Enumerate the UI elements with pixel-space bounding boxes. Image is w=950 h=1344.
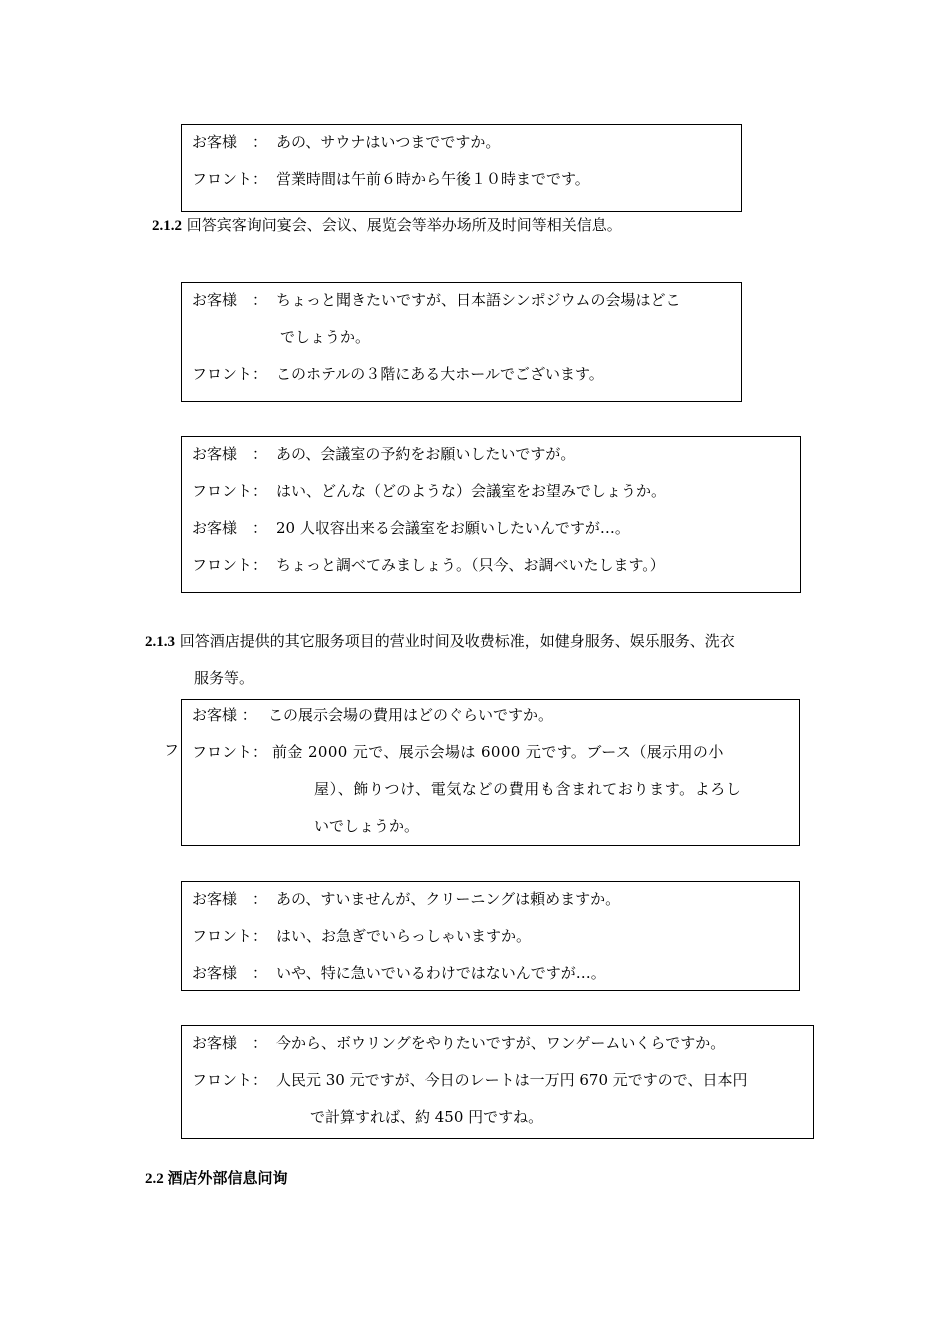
dialogue-line bbox=[192, 360, 741, 397]
speaker-label: お客様 ： bbox=[192, 706, 257, 724]
dialogue-line bbox=[192, 922, 799, 959]
dialogue-line bbox=[192, 738, 799, 775]
dialogue-text: 今から、ボウリングをやりたいですが、ワンゲームいくらですか。 bbox=[276, 1034, 726, 1052]
speaker-label: フロント： bbox=[192, 556, 268, 574]
section-title: 回答宾客询问宴会、会议、展览会等举办场所及时间等相关信息。 bbox=[186, 216, 622, 234]
dialogue-text: はい、お急ぎでいらっしゃいますか。 bbox=[276, 927, 532, 945]
dialogue-text: 人民元 30 元ですが、今日のレートは一万円 670 元ですので、日本円 bbox=[276, 1071, 748, 1089]
dialogue-text-continued: で計算すれば、約 450 円ですね。 bbox=[310, 1108, 544, 1126]
dialogue-text: ちょっと調べてみましょう。（只今、お調べいたします。） bbox=[276, 556, 665, 574]
dialogue-text: このホテルの３階にある大ホールでございます。 bbox=[276, 365, 604, 383]
dialogue-box-symposium bbox=[181, 282, 742, 402]
dialogue-line bbox=[192, 885, 799, 922]
dialogue-text-continued: でしょうか。 bbox=[280, 328, 371, 346]
stray-character: フ bbox=[164, 741, 180, 759]
section-title: 回答酒店提供的其它服务项目的营业时间及收费标准，如健身服务、娱乐服务、洗衣 bbox=[179, 632, 735, 650]
speaker-label: フロント： bbox=[192, 365, 268, 383]
speaker-label: フロント： bbox=[192, 927, 268, 945]
dialogue-line bbox=[192, 812, 799, 849]
dialogue-box-cleaning bbox=[181, 881, 800, 991]
section-title: 2.2 酒店外部信息问询 bbox=[145, 1171, 288, 1187]
dialogue-line bbox=[192, 323, 741, 360]
dialogue-text: この展示会場の費用はどのぐらいですか。 bbox=[268, 706, 554, 724]
dialogue-text: あの、会議室の予約をお願いしたいですが。 bbox=[276, 445, 576, 463]
dialogue-line bbox=[192, 1103, 813, 1140]
speaker-label: お客様 ： bbox=[192, 133, 268, 151]
dialogue-line bbox=[192, 165, 741, 202]
dialogue-text: いや、特に急いでいるわけではないんですが…。 bbox=[276, 964, 606, 982]
dialogue-line bbox=[192, 477, 800, 514]
section-title-continued: 服务等。 bbox=[194, 669, 255, 687]
dialogue-text: 営業時間は午前６時から午後１０時までです。 bbox=[276, 170, 590, 188]
dialogue-line bbox=[192, 286, 741, 323]
dialogue-box-meeting-room bbox=[181, 436, 801, 593]
dialogue-text-continued: いでしょうか。 bbox=[314, 817, 420, 835]
section-number: 2.1.3 bbox=[145, 634, 175, 650]
speaker-label: お客様 ： bbox=[192, 291, 268, 309]
dialogue-text: はい、どんな（どのような）会議室をお望みでしょうか。 bbox=[276, 482, 667, 500]
section-heading-continued bbox=[194, 665, 254, 691]
dialogue-line bbox=[192, 440, 800, 477]
dialogue-text: 前金 2000 元で、展示会場は 6000 元です。ブース（展示用の小 bbox=[272, 743, 724, 761]
section-number: 2.1.2 bbox=[152, 218, 182, 234]
dialogue-line bbox=[192, 1066, 813, 1103]
speaker-label: フロント： bbox=[192, 743, 268, 761]
dialogue-line bbox=[192, 959, 799, 996]
dialogue-text: あの、すいませんが、クリーニングは頼めますか。 bbox=[276, 890, 621, 908]
dialogue-line bbox=[192, 1029, 813, 1066]
section-heading-2-1-2 bbox=[152, 212, 622, 239]
speaker-label: お客様 ： bbox=[192, 519, 268, 537]
dialogue-text-continued: 屋）、飾りつけ、電気などの費用も含まれております。よろし bbox=[314, 780, 742, 798]
dialogue-line bbox=[192, 701, 799, 738]
speaker-label: フロント： bbox=[192, 170, 268, 188]
dialogue-box-sauna bbox=[181, 124, 742, 212]
speaker-label: お客様 ： bbox=[192, 964, 268, 982]
dialogue-box-exhibition bbox=[181, 699, 800, 846]
dialogue-text: 20 人収容出来る会議室をお願いしたいんですが…。 bbox=[276, 519, 630, 537]
section-heading-2-2 bbox=[145, 1165, 288, 1192]
speaker-label: フロント： bbox=[192, 1071, 268, 1089]
speaker-label: お客様 ： bbox=[192, 890, 268, 908]
dialogue-line bbox=[192, 128, 741, 165]
speaker-label: フロント： bbox=[192, 482, 268, 500]
dialogue-line bbox=[192, 775, 799, 812]
section-heading-2-1-3 bbox=[145, 628, 735, 655]
dialogue-text: ちょっと聞きたいですが、日本語シンポジウムの会場はどこ bbox=[276, 291, 681, 309]
dialogue-box-bowling bbox=[181, 1025, 814, 1139]
dialogue-text: あの、サウナはいつまでですか。 bbox=[276, 133, 501, 151]
speaker-label: お客様 ： bbox=[192, 445, 268, 463]
dialogue-line bbox=[192, 551, 800, 588]
speaker-label: お客様 ： bbox=[192, 1034, 268, 1052]
dialogue-line bbox=[192, 514, 800, 551]
